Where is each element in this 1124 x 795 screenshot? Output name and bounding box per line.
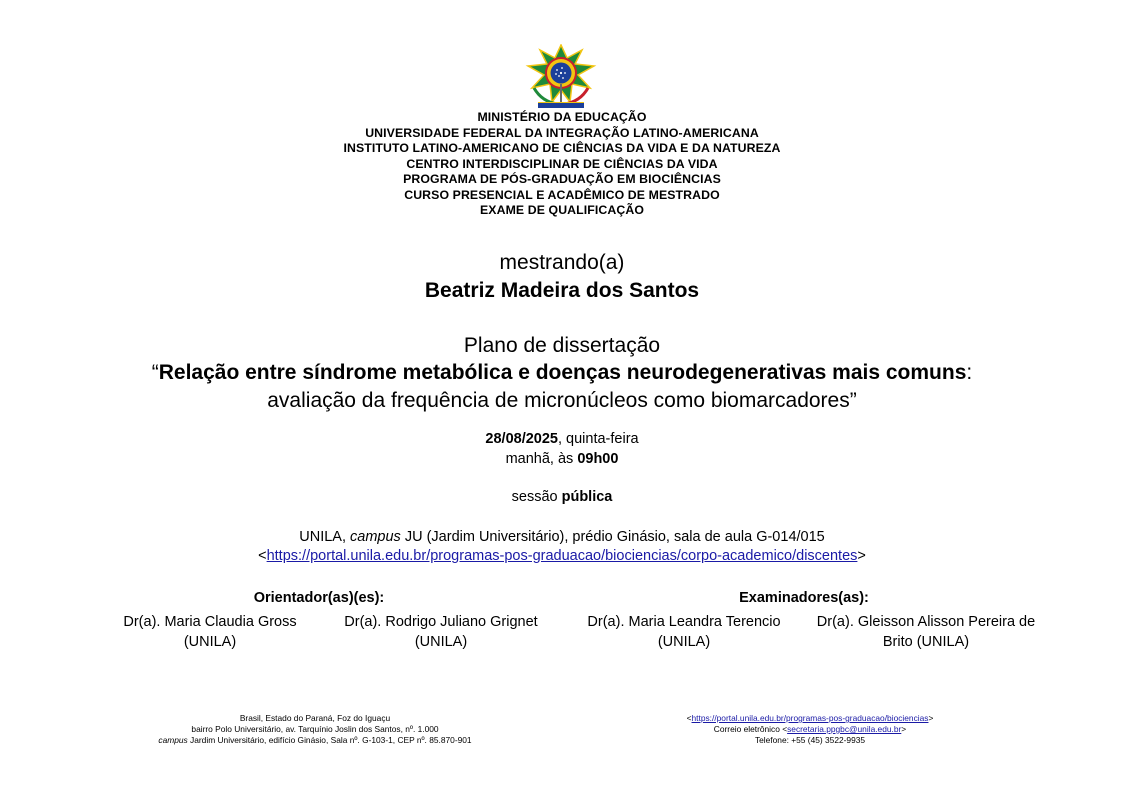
examiner-2: Dr(a). Gleisson Alisson Pereira de Brito (UNILA) [816, 614, 1036, 650]
student-name: Beatriz Madeira dos Santos [424, 279, 700, 302]
header-line-exam: EXAME DE QUALIFICAÇÃO [479, 203, 644, 217]
footer-address-line1: Brasil, Estado do Paraná, Foz do Iguaçu [239, 713, 391, 723]
footer-campus-word: campus [158, 735, 188, 745]
exam-time [0, 450, 1124, 468]
footer-contact [620, 713, 1000, 746]
plan-type: Plano de dissertação [463, 334, 661, 357]
location-detail: JU (Jardim Universitário), prédio Ginásio, sala de aula G-014/015 [400, 529, 825, 545]
header-line-course: CURSO PRESENCIAL E ACADÊMICO DE MESTRADO [404, 187, 720, 202]
footer-email-label: Correio eletrônico < [713, 724, 788, 734]
brazil-coat-of-arms-icon [524, 44, 598, 110]
footer-address-line3 [140, 735, 490, 746]
header-line-ministry: MINISTÉRIO DA EDUCAÇÃO [477, 110, 647, 124]
url-lt: < [258, 548, 267, 564]
footer-address-line3-rest: Jardim Universitário, edifício Ginásio, Sala nº. G-103-1, CEP nº. 85.870-901 [187, 735, 472, 745]
program-page-link[interactable]: https://portal.unila.edu.br/programas-pos-graduacao/biociencias [691, 713, 929, 723]
session-prefix: sessão [511, 489, 562, 505]
institution-header [0, 110, 1124, 219]
footer-address [140, 713, 490, 746]
session-public: pública [561, 489, 613, 505]
location-institution: UNILA, [299, 529, 351, 545]
dissertation-title-bold: Relação entre síndrome metabólica e doenças neurodegenerativas mais comuns [158, 361, 967, 384]
period: manhã, às [505, 451, 578, 467]
dissertation-title-line2: avaliação da frequência de micronúcleos como biomarcadores” [267, 389, 857, 412]
footer-url-lt: < [686, 713, 692, 723]
footer-address-line2: bairro Polo Universitário, av. Tarquínio Joslin dos Santos, nº. 1.000 [191, 724, 439, 734]
open-quote: “ [151, 361, 159, 384]
title-colon: : [966, 361, 973, 384]
url-gt: > [857, 548, 866, 564]
exam-location [0, 528, 1124, 546]
footer-email-gt: > [901, 724, 907, 734]
student-role: mestrando(a) [499, 251, 625, 274]
footer-email-line [620, 724, 1000, 735]
exam-date [0, 430, 1124, 448]
footer-url-gt: > [928, 713, 934, 723]
footer-url-line [620, 713, 1000, 724]
advisors-label: Orientador(as)(es): [253, 590, 385, 606]
weekday: , quinta-feira [557, 431, 639, 447]
header-line-institute: INSTITUTO LATINO-AMERICANO DE CIÊNCIAS DA VIDA E DA NATUREZA [343, 141, 781, 155]
footer-phone: Telefone: +55 (45) 3522-9935 [754, 735, 866, 745]
advisor-2: Dr(a). Rodrigo Juliano Grignet (UNILA) [344, 614, 538, 650]
examiner-1: Dr(a). Maria Leandra Terencio (UNILA) [587, 614, 781, 650]
secretary-email-link[interactable]: secretaria.ppgbc@unila.edu.br [787, 724, 902, 734]
dissertation-title-line1 [0, 360, 1124, 386]
date-value: 28/08/2025 [485, 431, 558, 447]
location-url-line [0, 547, 1124, 565]
header-line-center: CENTRO INTERDISCIPLINAR DE CIÊNCIAS DA VIDA [406, 156, 718, 171]
header-line-university: UNIVERSIDADE FEDERAL DA INTEGRAÇÃO LATINO-AMERICANA [365, 125, 759, 140]
session-type [0, 488, 1124, 506]
header-line-program: PROGRAMA DE PÓS-GRADUAÇÃO EM BIOCIÊNCIAS [403, 172, 721, 186]
time-value: 09h00 [577, 451, 619, 467]
advisor-1: Dr(a). Maria Claudia Gross (UNILA) [123, 614, 297, 650]
examiners-label: Examinadores(as): [739, 590, 869, 606]
location-campus-word: campus [350, 529, 401, 545]
students-page-link[interactable]: https://portal.unila.edu.br/programas-pos-graduacao/biociencias/corpo-academico/discentes [266, 548, 858, 564]
